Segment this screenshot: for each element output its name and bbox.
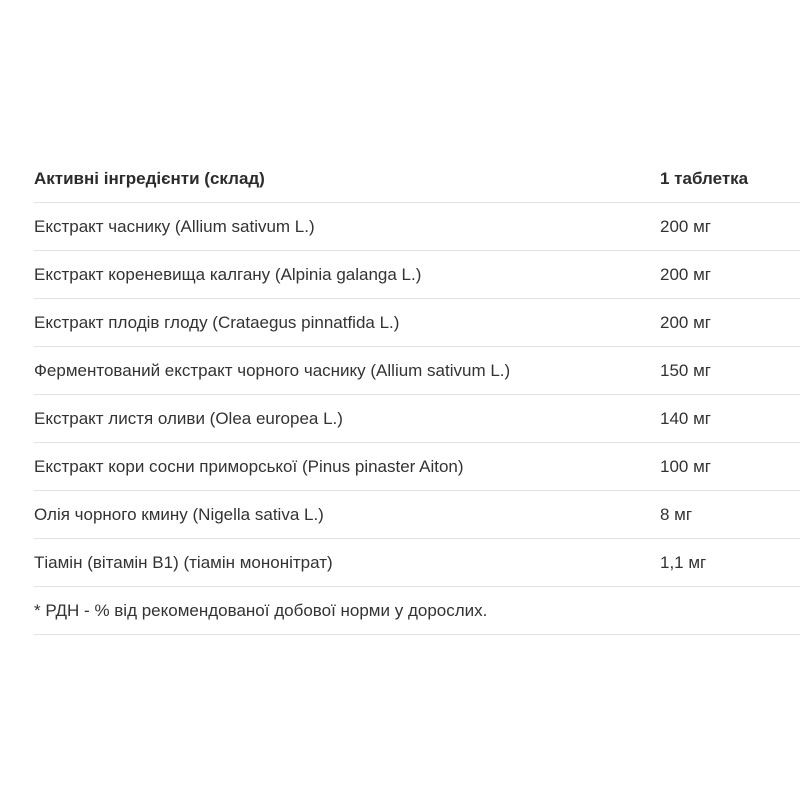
ingredient-amount: 100 мг: [660, 457, 711, 476]
footnote-row: [34, 587, 800, 635]
ingredient-name: Екстракт кори сосни приморської (Pinus pinaster Aiton): [34, 457, 464, 476]
ingredient-name: Тіамін (вітамін В1) (тіамін мононітрат): [34, 553, 333, 572]
ingredients-table: [34, 155, 800, 635]
ingredient-amount: 150 мг: [660, 361, 711, 380]
table-row: [34, 203, 800, 251]
ingredient-amount: 200 мг: [660, 265, 711, 284]
table-row: [34, 539, 800, 587]
ingredient-name: Екстракт листя оливи (Olea europea L.): [34, 409, 343, 428]
footnote-text: * РДН - % від рекомендованої добової норми у дорослих.: [34, 601, 488, 620]
ingredient-amount: 200 мг: [660, 313, 711, 332]
ingredient-amount: 1,1 мг: [660, 553, 707, 572]
table-row: [34, 491, 800, 539]
table-row: [34, 251, 800, 299]
header-ingredient: Активні інгредієнти (склад): [34, 169, 265, 188]
ingredient-name: Ферментований екстракт чорного часнику (Allium sativum L.): [34, 361, 511, 380]
ingredient-name: Екстракт плодів глоду (Crataegus pinnatfida L.): [34, 313, 400, 332]
header-amount: 1 таблетка: [660, 169, 749, 188]
ingredient-amount: 140 мг: [660, 409, 711, 428]
table-row: [34, 443, 800, 491]
ingredient-amount: 8 мг: [660, 505, 693, 524]
ingredient-name: Олія чорного кмину (Nigella sativa L.): [34, 505, 324, 524]
table-header-row: [34, 155, 800, 203]
ingredient-amount: 200 мг: [660, 217, 711, 236]
ingredient-name: Екстракт кореневища калгану (Alpinia galanga L.): [34, 265, 422, 284]
table-row: [34, 395, 800, 443]
table-row: [34, 347, 800, 395]
ingredient-name: Екстракт часнику (Allium sativum L.): [34, 217, 315, 236]
table-row: [34, 299, 800, 347]
